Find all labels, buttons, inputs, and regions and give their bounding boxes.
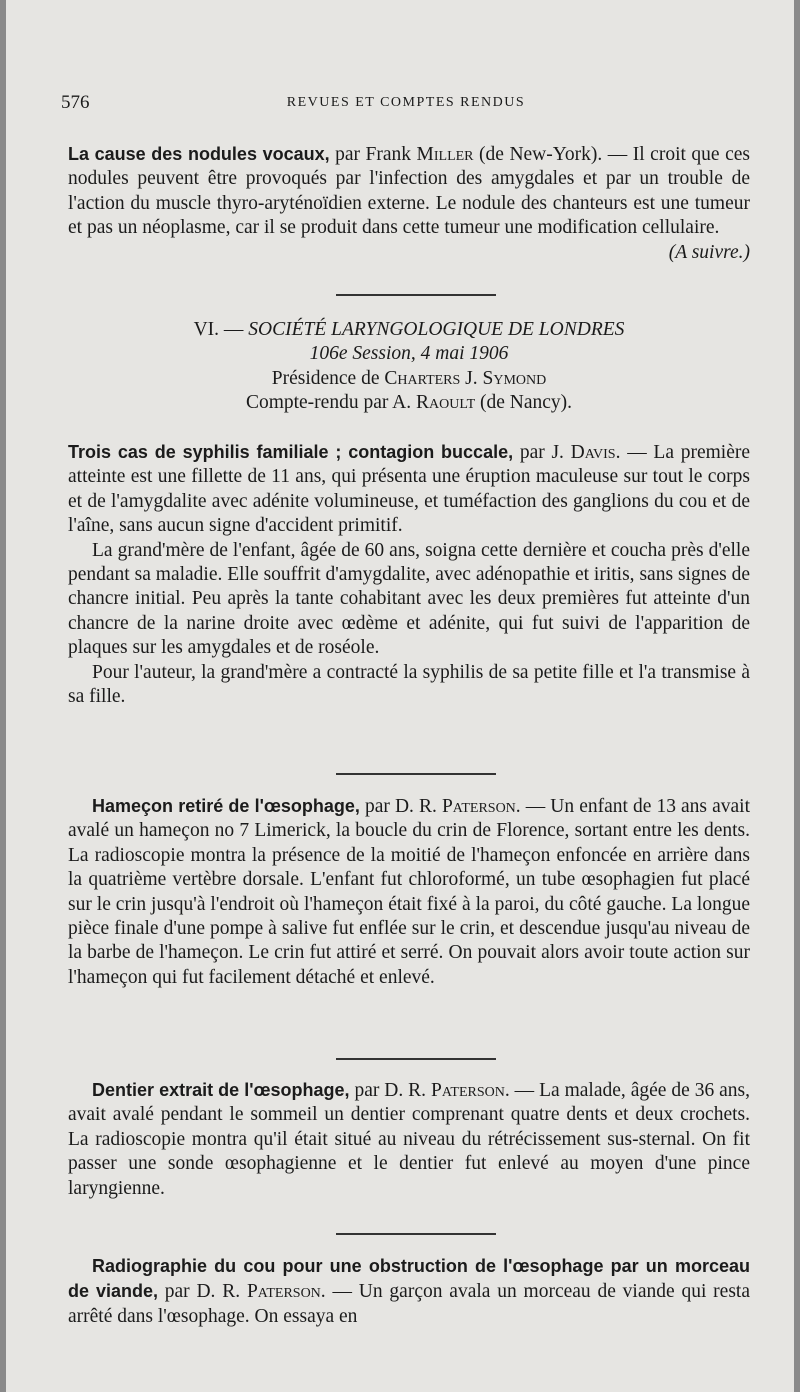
article-paragraph: La grand'mère de l'enfant, âgée de 60 ans, soigna cette dernière et coucha près d'elle pendant sa maladie. Elle souffrit d'amygdalite, avec adénopathie et iritis, sans signes de chancre initial. Peu après la tante cohabitant avec les deux premières fut atteinte d'un chancre de la narine droite avec œdème et adénite, qui fut suivi de l'apparition de plaques sur les amygdales et de roséole. <box>68 539 750 659</box>
article-body: — Un garçon avala un morceau de viande qui resta arrêté dans l'œsophage. On essaya en <box>68 1281 750 1327</box>
article-nodules-vocaux <box>68 142 750 265</box>
running-title: REVUES ET COMPTES RENDUS <box>286 95 526 110</box>
byline-location: (de New-York). <box>473 144 603 165</box>
section-divider <box>336 1233 496 1235</box>
to-be-continued: (A suivre.) <box>668 241 750 263</box>
byline: par D. R. <box>359 796 442 817</box>
author-name: Paterson. <box>246 1281 326 1303</box>
section-divider <box>336 1058 496 1060</box>
byline: par Frank <box>329 144 417 165</box>
report-label: Compte-rendu par A. <box>245 392 416 414</box>
byline: par D. R. <box>349 1080 431 1101</box>
article-syphilis-familiale <box>68 440 750 709</box>
reporter-name: Raoult <box>415 392 476 414</box>
author-name: Davis. <box>570 442 621 463</box>
byline: par D. R. <box>157 1281 247 1303</box>
article-hamecon <box>68 794 750 990</box>
section-divider <box>336 294 496 296</box>
page-header <box>61 92 751 116</box>
article-body: — La malade, âgée de 36 ans, avait avalé pendant le sommeil un dentier comprenant quatre dents et deux crochets. La radioscopie montra qu'il était situé au niveau du rétrécissement sus-sternal. On fit passer une sonde œsophagienne et le dentier fut enlevé au moyen d'une pince laryngienne. <box>68 1080 750 1199</box>
byline: par J. <box>513 442 571 463</box>
article-radiographie <box>68 1254 750 1329</box>
author-name: Miller <box>416 144 474 165</box>
article-title: La cause des nodules vocaux, <box>68 144 330 164</box>
article-dentier <box>68 1078 750 1201</box>
president-name: Charters J. Symond <box>384 367 547 389</box>
section-number: VI. — <box>193 319 249 340</box>
page-number: 576 <box>61 92 90 113</box>
article-title: Trois cas de syphilis familiale ; contagion buccale, <box>68 442 514 462</box>
article-title: Hameçon retiré de l'œsophage, <box>92 796 360 816</box>
reporter-location: (de Nancy). <box>475 392 573 414</box>
article-title: Radiographie du cou pour une obstruction de l'œsophage par un morceau de viande, <box>68 1256 750 1302</box>
author-name: Paterson. <box>441 796 521 817</box>
article-body: — Un enfant de 13 ans avait avalé un hameçon no 7 Limerick, la boucle du crin de Florence, sortant entre les dents. La radioscopie montra la présence de la moitié de l'hameçon enfoncée en arrière dans la quatrième vertèbre dorsale. L'enfant fut chloroformé, un tube œsophagien fut placé sur le crin jusqu'à l'endroit où l'hameçon était fixé à la paroi, du côté gauche. La longue pièce finale d'une pompe à salive fut enflée sur le crin, et descendue jusqu'au niveau de la barbe de l'hameçon. Le crin fut attiré et serré. On pouvait alors avoir toute action sur l'hameçon qui fut facilement détaché et enlevé. <box>68 796 750 988</box>
presidence-label: Présidence de <box>271 367 385 389</box>
article-paragraph: Pour l'auteur, la grand'mère a contracté la syphilis de sa petite fille et l'a transmise à sa fille. <box>68 661 750 708</box>
author-name: Paterson. <box>431 1080 510 1101</box>
section-divider <box>336 773 496 775</box>
article-title: Dentier extrait de l'œsophage, <box>92 1080 350 1100</box>
section-name: SOCIÉTÉ LARYNGOLOGIQUE DE LONDRES <box>248 319 625 340</box>
document-page <box>6 0 794 1392</box>
article-paragraph: — La première atteinte est une fillette de 11 ans, qui présenta une éruption maculeuse sur tout le corps et de l'amygdalite avec adénite volumineuse, et tuméfaction des ganglions du cou et de l'aîne, sans aucun signe d'accident primitif. <box>68 442 750 537</box>
article-body: — Il croit que ces nodules peuvent être provoqués par l'infection des amygdales et par un trouble de l'action du muscle thyro-aryténoïdien externe. Le nodule des chanteurs est une tumeur et pas un néoplasme, car il se produit dans cette tumeur une modification cellulaire. <box>68 144 750 239</box>
section-heading <box>68 318 750 416</box>
session-line: 106e Session, 4 mai 1906 <box>309 343 509 365</box>
